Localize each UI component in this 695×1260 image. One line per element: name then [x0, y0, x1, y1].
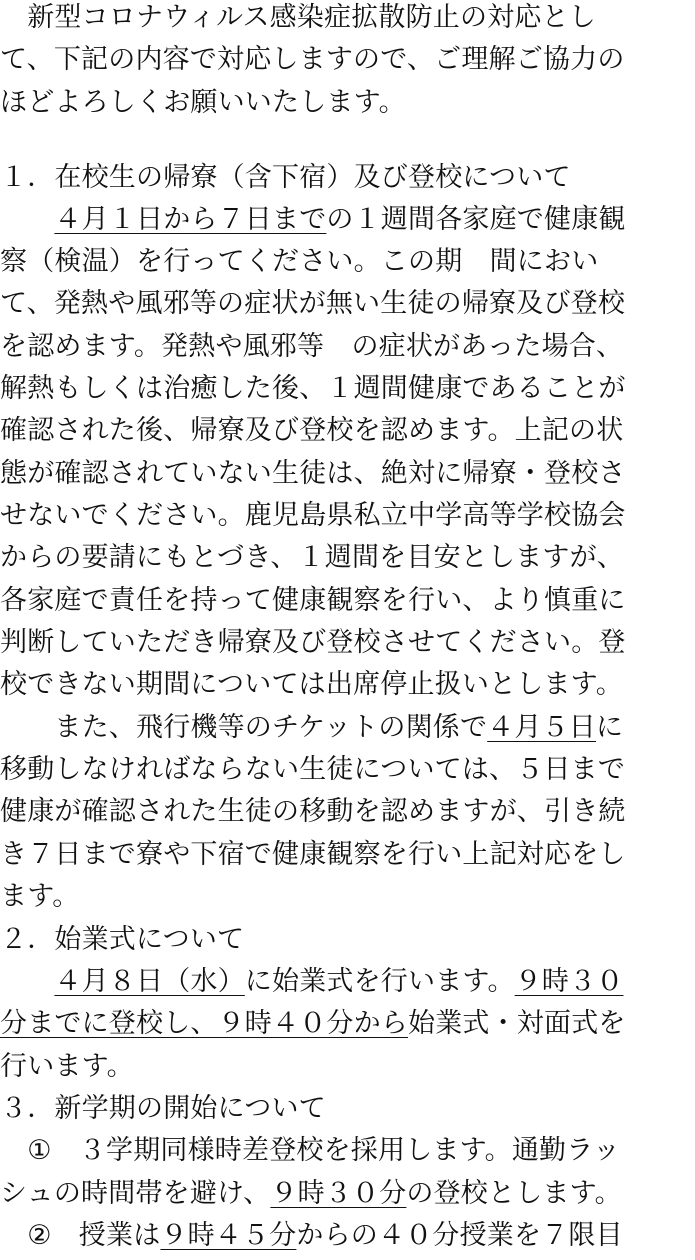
- section-1-paragraph-1-line: 確認された後、帰寮及び登校を認めます。上記の状: [0, 415, 624, 446]
- intro-line-2: て、下記の内容で対応しますので、ご理解ご協力の: [0, 44, 625, 75]
- section-1-paragraph-2-line-1: [0, 704, 695, 752]
- section-1-paragraph-1-line-1: [0, 196, 695, 244]
- text-segment: ② 授業は: [0, 1220, 161, 1251]
- text-segment: の登校とします。: [406, 1178, 622, 1209]
- underlined-date: ４月５日: [487, 712, 596, 743]
- text-segment: に: [595, 712, 624, 743]
- section-1-paragraph-1-line: を認めます。発熱や風邪等 の症状があった場合、: [0, 331, 624, 362]
- text-segment: シュの時間帯を避け、: [0, 1178, 271, 1209]
- section-3-item-1-line-1: ① ３学期同様時差登校を採用します。通勤ラッ: [0, 1135, 621, 1166]
- section-3-item-1-line-2: [0, 1170, 695, 1218]
- section-1-paragraph-2-line: き７日まで寮や下宿で健康観察を行い上記対応をし: [0, 839, 626, 870]
- section-1-paragraph-2-line: 移動しなければならない生徒については、５日まで: [0, 754, 626, 785]
- section-1-heading: １．在校生の帰寮（含下宿）及び登校について: [0, 162, 571, 193]
- section-1-paragraph-1-line: 判断していただき帰寮及び登校させてください。登: [0, 627, 626, 658]
- text-segment: [0, 204, 54, 235]
- intro-line-3: ほどよろしくお願いいたします。: [0, 87, 406, 118]
- section-1-paragraph-1-line: て、発熱や風邪等の症状が無い生徒の帰寮及び登校: [0, 288, 626, 319]
- intro-line-1: 新型コロナウィルス感染症拡散防止の対応とし: [0, 2, 596, 33]
- section-1-paragraph-1-line: せないでください。鹿児島県私立中学高等学校協会: [0, 500, 626, 531]
- underlined-date: ４月８日（水）: [54, 966, 245, 997]
- section-2-line-3: 行います。: [0, 1051, 134, 1082]
- section-2-heading: ２．始業式について: [0, 924, 245, 955]
- section-1-paragraph-1-line: からの要請にもとづき、１週間を目安としますが、: [0, 542, 624, 573]
- section-2-line-2: [0, 1000, 695, 1048]
- text-segment: の１週間各家庭で健康観: [326, 204, 626, 235]
- section-1-paragraph-1-line: 校できない期間については出席停止扱いとします。: [0, 669, 623, 700]
- text-segment: [0, 966, 54, 997]
- underlined-time: 分までに登校し、９時４０分から: [0, 1008, 408, 1039]
- section-1-paragraph-2-line: 健康が確認された生徒の移動を認めますが、引き続: [0, 796, 626, 827]
- text-segment: また、飛行機等のチケットの関係で: [0, 712, 488, 743]
- section-3-item-2-line-1: [0, 1212, 695, 1260]
- text-segment: からの４０分授業を７限目: [296, 1220, 623, 1251]
- text-segment: に始業式を行います。: [244, 966, 515, 997]
- section-1-paragraph-1-line: 各家庭で責任を持って健康観察を行い、より慎重に: [0, 585, 626, 616]
- underlined-time: ９時３０分: [270, 1178, 407, 1209]
- section-1-paragraph-1-line: 態が確認されていない生徒は、絶対に帰寮・登校さ: [0, 458, 626, 489]
- section-2-line-1: [0, 958, 695, 1006]
- underlined-time: ９時３０: [514, 966, 624, 997]
- section-3-heading: ３．新学期の開始について: [0, 1093, 326, 1124]
- section-1-paragraph-1-line: 察（検温）を行ってください。この期 間におい: [0, 246, 599, 277]
- underlined-date-range: ４月１日から７日まで: [54, 204, 327, 235]
- section-1-paragraph-2-line: ます。: [0, 881, 80, 912]
- section-1-paragraph-1-line: 解熱もしくは治癒した後、１週間健康であることが: [0, 373, 626, 404]
- underlined-time: ９時４５分: [160, 1220, 297, 1251]
- text-segment: 始業式・対面式を: [408, 1008, 626, 1039]
